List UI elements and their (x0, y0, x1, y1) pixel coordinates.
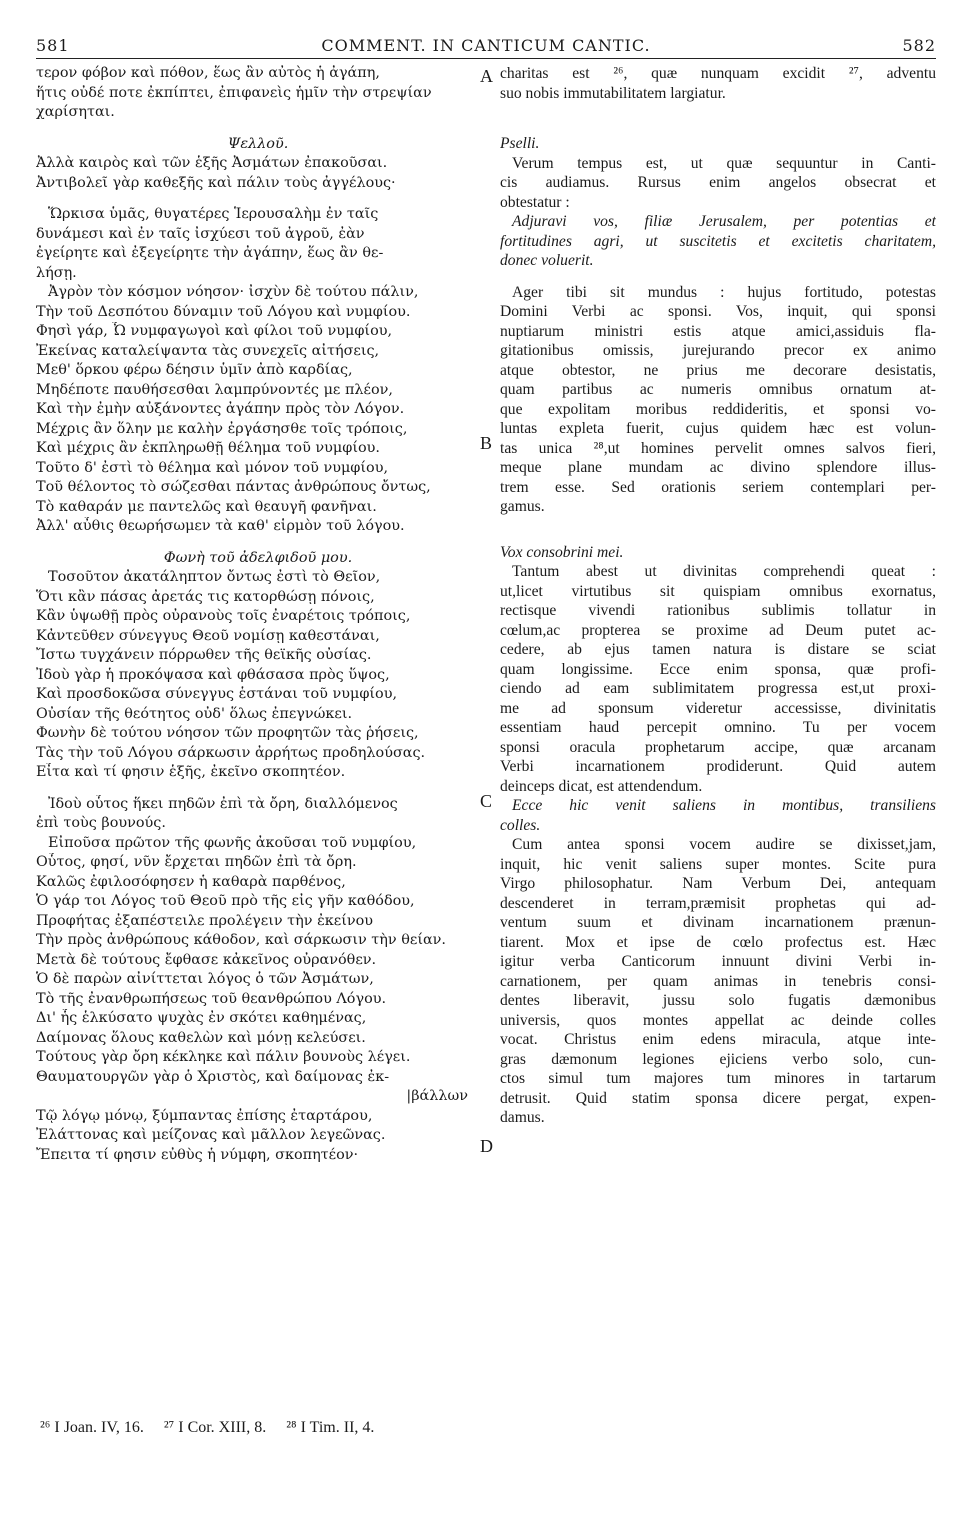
footnotes (40, 1419, 390, 1437)
latin-line: Verbi incarnationem prodiderunt. Quid autem (500, 758, 936, 775)
latin-line: ventum suum et divinam incarnationem prænun- (500, 914, 936, 931)
greek-line: Καλῶς ἐφιλοσόφησεν ἡ καθαρὰ παρθένος, (36, 873, 346, 890)
greek-line: Ὁ γάρ τοι Λόγος τοῦ Θεοῦ πρὸ τῆς εἰς γῆν καθόδου, (36, 893, 415, 909)
latin-line: suo nobis immutabilitatem largiatur. (500, 84, 726, 102)
greek-line: Μεθ' ὅρκου φέρω δέησιν ὑμῖν ἀπὸ καρδίας, (36, 362, 353, 378)
greek-column (36, 64, 480, 1165)
greek-line: χαρίσηται. (36, 104, 115, 120)
greek-line: Ἀλλὰ καιρὸς καὶ τῶν ἑξῆς Ἀσμάτων ἐπακοῦσαι. (36, 155, 388, 171)
latin-line: rectisque vivendi rationibus sublimis tollatur in (500, 602, 936, 619)
greek-line: Ἀγρὸν τὸν κόσμον νόησον· ἰσχὺν δὲ τούτου πάλιν, (48, 284, 419, 300)
greek-line: Τὴν τοῦ Δεσπότου δύναμιν τοῦ Λόγου καὶ νυμφίου. (36, 303, 411, 320)
footnote: ²⁷ I Cor. XIII, 8. (163, 1419, 267, 1436)
margin-marker-c: C (480, 791, 493, 811)
greek-lemma: δυνάμεσι καὶ ἐν ταῖς ἰσχύεσι τοῦ ἀγροῦ, ἐὰν (36, 225, 365, 242)
latin-lemma: Adjuravi vos, filiæ Jerusalem, per potentias et (512, 213, 936, 230)
latin-line: inquit, hic venit saliens super montes. Scite pura (500, 855, 936, 873)
latin-line: damus. (500, 1109, 545, 1126)
latin-line: que expolitam moribus reddideritis, et sponsi vo- (500, 400, 936, 418)
greek-line: Ἔπειτα τί φησιν εὐθὺς ἡ νύμφη, σκοπητέον· (36, 1146, 359, 1163)
latin-line: igitur verba Canticorum innuunt divini Verbi in- (500, 953, 936, 970)
greek-line: Ἀλλ' αὖθις θεωρήσωμεν τὰ καθ' εἱρμὸν τοῦ λόγου. (36, 518, 405, 534)
greek-lemma: λήσῃ. (36, 264, 77, 281)
latin-line: carnationem, per quam animas in tenebris consi- (500, 972, 936, 990)
greek-line: Ἴστω τυγχάνειν πόρρωθεν τῆς θεϊκῆς οὐσίας. (36, 647, 372, 663)
greek-line: Φησὶ γάρ, Ὦ νυμφαγωγοὶ καὶ φίλοι τοῦ νυμφίου, (36, 323, 393, 339)
running-header (36, 36, 936, 58)
latin-line: meque plane mundam ac divino splendore illus- (500, 459, 936, 476)
greek-line: Ὁ δὲ παρὼν αἰνίττεται λόγος ὁ τῶν Ἀσμάτων, (36, 971, 374, 987)
section-heading: Φωνὴ τοῦ ἀδελφιδοῦ μου. (163, 549, 353, 566)
greek-line: Τῷ λόγῳ μόνῳ, ξύμπαντας ἐπίσης ἐταρτάρου, (36, 1107, 373, 1124)
greek-line: Τὴν πρὸς ἀνθρώπους κάθοδον, καὶ σάρκωσιν τὴν θείαν. (36, 932, 447, 948)
greek-line: Εἰποῦσα πρῶτον τῆς φωνῆς ἀκοῦσαι τοῦ νυμφίου, (48, 834, 417, 851)
greek-line: Ἰδοὺ γὰρ ἡ προκόψασα καὶ φθάσασα πρὸς ὕψος, (36, 666, 390, 683)
section-heading: Vox consobrini mei. (500, 543, 624, 561)
latin-line: charitas est ²⁶, quæ nunquam excidit ²⁷, adventu (500, 65, 936, 82)
header-rule (36, 58, 936, 59)
latin-lemma: Ecce hic venit saliens in montibus, transiliens (512, 797, 936, 814)
section-heading: Pselli. (500, 135, 540, 152)
latin-line: Verum tempus est, ut quæ sequuntur in Canti- (512, 154, 936, 172)
latin-line: tiarent. Mox et ipse de cœlo profectus est. Hæc (500, 933, 936, 951)
greek-line: Τοῦτο δ' ἐστὶ τὸ θέλημα καὶ μόνον τοῦ νυμφίου, (36, 459, 389, 476)
latin-line: ut,licet virtutibus sit quispiam omnibus exornatus, (500, 582, 936, 600)
latin-line: cœlum,ac propterea se proxime ad Deum putet ac- (500, 621, 936, 639)
latin-line: Cum antea sponsi vocem audire se dixisset,jam, (512, 836, 936, 853)
page-number-left: 581 (36, 36, 70, 55)
greek-line: Καὶ προσδοκῶσα σύνεγγυς ἑστάναι τοῦ νυμφίου, (36, 686, 398, 702)
latin-line: Ager tibi sit mundus : hujus fortitudo, potestas (512, 283, 936, 301)
greek-lemma: ἐγείρητε καὶ ἐξεγείρητε τὴν ἀγάπην, ἕως ἂν θε- (36, 245, 384, 261)
greek-line: Καὶ μέχρις ἂν ἐκπληρωθῇ θέλημα τοῦ νυμφίου. (36, 440, 380, 456)
greek-line: Οὗτος, φησί, νῦν ἔρχεται πηδῶν ἐπὶ τὰ ὄρη. (36, 854, 357, 870)
greek-line: |βάλλων (406, 1088, 468, 1104)
greek-line: Τὸ καθαράν με παντελῶς καὶ θεαυγῆ φανῆναι. (36, 498, 377, 515)
running-title: COMMENT. IN CANTICUM CANTIC. (321, 36, 651, 55)
greek-line: Καὶ τὴν ἐμὴν αὐξάνοντες ἀγάπην πρὸς τὸν Λόγον. (36, 401, 405, 417)
greek-line: ἥτις οὐδέ ποτε ἐκπίπτει, ἐπιφανεὶς ἡμῖν τὴν στρεψίαν (36, 84, 432, 101)
latin-line: detrusit. Quid statim sponsa dicere pergat, expen- (500, 1089, 936, 1107)
latin-lemma: fortitudines agri, ut suscitetis et excitetis charitatem, (500, 232, 936, 250)
greek-line: Ὅτι κἂν πάσας ἀρετάς τις κατορθώσῃ πόνοις, (36, 588, 375, 605)
greek-lemma: Ὥρκισα ὑμᾶς, θυγατέρες Ἱερουσαλὴμ ἐν ταῖς (48, 206, 379, 222)
latin-line: tas unica ²⁸,ut homines pervelit omnes salvos fieri, (500, 439, 936, 457)
latin-line: dentes liberavit, jussu solo fugatis dæmonibus (500, 992, 936, 1009)
greek-line: Τὸ τῆς ἐνανθρωπήσεως τοῦ θεανθρώπου Λόγου. (36, 990, 387, 1007)
greek-line: Εἶτα καὶ τί φησιν ἑξῆς, ἐκεῖνο σκοπητέον. (36, 764, 346, 780)
latin-line: luntas expleta fuerit, cujus quidem hæc est volun- (500, 420, 936, 437)
latin-line: atque obtestor, ne prius me decorare desistatis, (500, 361, 936, 379)
latin-line: ctos simul tum majores tum minores in tartarum (500, 1070, 936, 1087)
greek-line: Μέχρις ἂν ὅλην με καλὴν ἐργάσησθε τοῖς τρόποις, (36, 420, 408, 437)
greek-line: τερον φόβον καὶ πόθον, ἕως ἂν αὐτὸς ἡ ἀγάπη, (36, 65, 380, 81)
greek-line: Τὰς τὴν τοῦ Λόγου σάρκωσιν ἀρρήτως προδηλούσας. (36, 744, 426, 761)
margin-marker-d: D (480, 1136, 493, 1156)
latin-line: Virgo philosophatur. Nam Verbum Dei, antequam (500, 875, 936, 892)
latin-line: nuptiarum ministri estis atque amici,assiduis fla- (500, 322, 936, 340)
latin-line: trem esse. Sed orationis seriem contemplari per- (500, 478, 936, 496)
greek-line: Κἀντεῦθεν σύνεγγυς Θεοῦ νομίσῃ καθεστάναι, (36, 627, 380, 644)
latin-line: gamus. (500, 498, 545, 515)
latin-line: sponsi oracula prophetarum accipe, quæ arcanam (500, 738, 936, 756)
latin-line: gras dæmonum legiones ejiciens verbo solo, cun- (500, 1050, 936, 1068)
latin-line: deinceps dicat, est attendendum. (500, 777, 703, 795)
greek-line: Τούτους γὰρ ὄρη κέκληκε καὶ πάλιν βουνοὺς λέγει. (36, 1049, 411, 1065)
greek-lemma: Ἰδοὺ οὗτος ἥκει πηδῶν ἐπὶ τὰ ὄρη, διαλλόμενος (48, 795, 398, 812)
greek-line: Φωνὴν δὲ τούτου νόησον τῶν προφητῶν τὰς ῥήσεις, (36, 725, 419, 741)
latin-column (500, 64, 936, 1128)
section-heading: Ψελλοῦ. (227, 135, 289, 152)
footnote: ²⁸ I Tim. II, 4. (286, 1419, 375, 1436)
latin-line: descenderet in terram,præmisit prophetas qui ad- (500, 894, 936, 912)
page-number-right: 582 (902, 36, 936, 55)
latin-line: Tantum abest ut divinitas comprehendi queat : (512, 563, 936, 580)
greek-line: Τοῦ θέλοντος τὸ σώζεσθαι πάντας ἀνθρώπους ὄντως, (36, 479, 431, 495)
greek-line: Ἀντιβολεῖ γὰρ καθεξῆς καὶ πάλιν τοὺς ἀγγέλους· (36, 174, 396, 191)
latin-line: essentiam haud percepit omnino. Tu per vocem (500, 719, 936, 736)
latin-line: quam longissime. Ecce enim sponsa, quæ profi- (500, 660, 936, 678)
greek-line: Ἐλάττονας καὶ μείζονας καὶ μᾶλλον λεγεῶνας. (36, 1127, 386, 1143)
greek-line: Προφήτας ἐξαπέστειλε προλέγειν τὴν ἐκείνου (36, 912, 374, 929)
latin-line: ciendo ad eam sublimitatem progressa est,ut proxi- (500, 680, 936, 697)
latin-line: quam partibus ac numeris omnibus ornatum at- (500, 381, 936, 398)
greek-line: Μηδέποτε παυθήσεσθαι λαμπρύνοντές με πλέον, (36, 381, 393, 398)
latin-lemma: colles. (500, 816, 541, 834)
latin-line: me ad sponsum videretur accessisse, divinitatis (500, 699, 936, 717)
latin-line: gitationibus omissis, jurejurando precor ex animo (500, 342, 936, 359)
greek-line: Ἐκείνας καταλείψαντα τὰς συνεχεῖς αἰτήσεις, (36, 342, 380, 359)
greek-line: Δι' ἧς ἑλκύσατο ψυχὰς ἐν σκότει καθημένας, (36, 1010, 367, 1026)
greek-line: Κἂν ὑψωθῇ πρὸς οὐρανοὺς τοῖς ἐναρέτοις τρόποις, (36, 608, 411, 624)
latin-line: vocat. Christus enim edens miracula, atque inte- (500, 1031, 936, 1048)
latin-line: cis audiamus. Rursus enim angelos obsecrat et (500, 174, 936, 191)
greek-line: Θαυματουργῶν γὰρ ὁ Χριστὸς, καὶ δαίμονας ἐκ- (36, 1068, 390, 1085)
latin-line: cedere, ab ejus tamen natura is distare se sciat (500, 641, 936, 658)
greek-line: Δαίμονας ὅλους καθελὼν καὶ μόνῃ κελεύσει. (36, 1029, 366, 1046)
greek-lemma: ἐπὶ τοὺς βουνούς. (36, 815, 166, 831)
greek-line: Οὐσίαν τῆς θεότητος οὐδ' ὅλως ἐπεγνώκει. (36, 705, 353, 722)
greek-line: Μετὰ δὲ τούτους ἔφθασε κἀκεῖνος οὐρανόθεν. (36, 951, 377, 968)
latin-line: obtestatur : (500, 193, 570, 211)
latin-line: Domini Verbi ac sponsi. Vos, inquit, qui sponsi (500, 303, 936, 320)
margin-marker-b: B (480, 433, 493, 453)
margin-marker-a: A (480, 66, 493, 86)
greek-line: Τοσοῦτον ἀκατάληπτον ὄντως ἐστὶ τὸ Θεῖον, (48, 569, 381, 585)
latin-lemma: donec voluerit. (500, 252, 594, 269)
footnote: ²⁶ I Joan. IV, 16. (40, 1419, 144, 1436)
latin-line: universis, quos montes appellat ac deinde colles (500, 1011, 936, 1029)
